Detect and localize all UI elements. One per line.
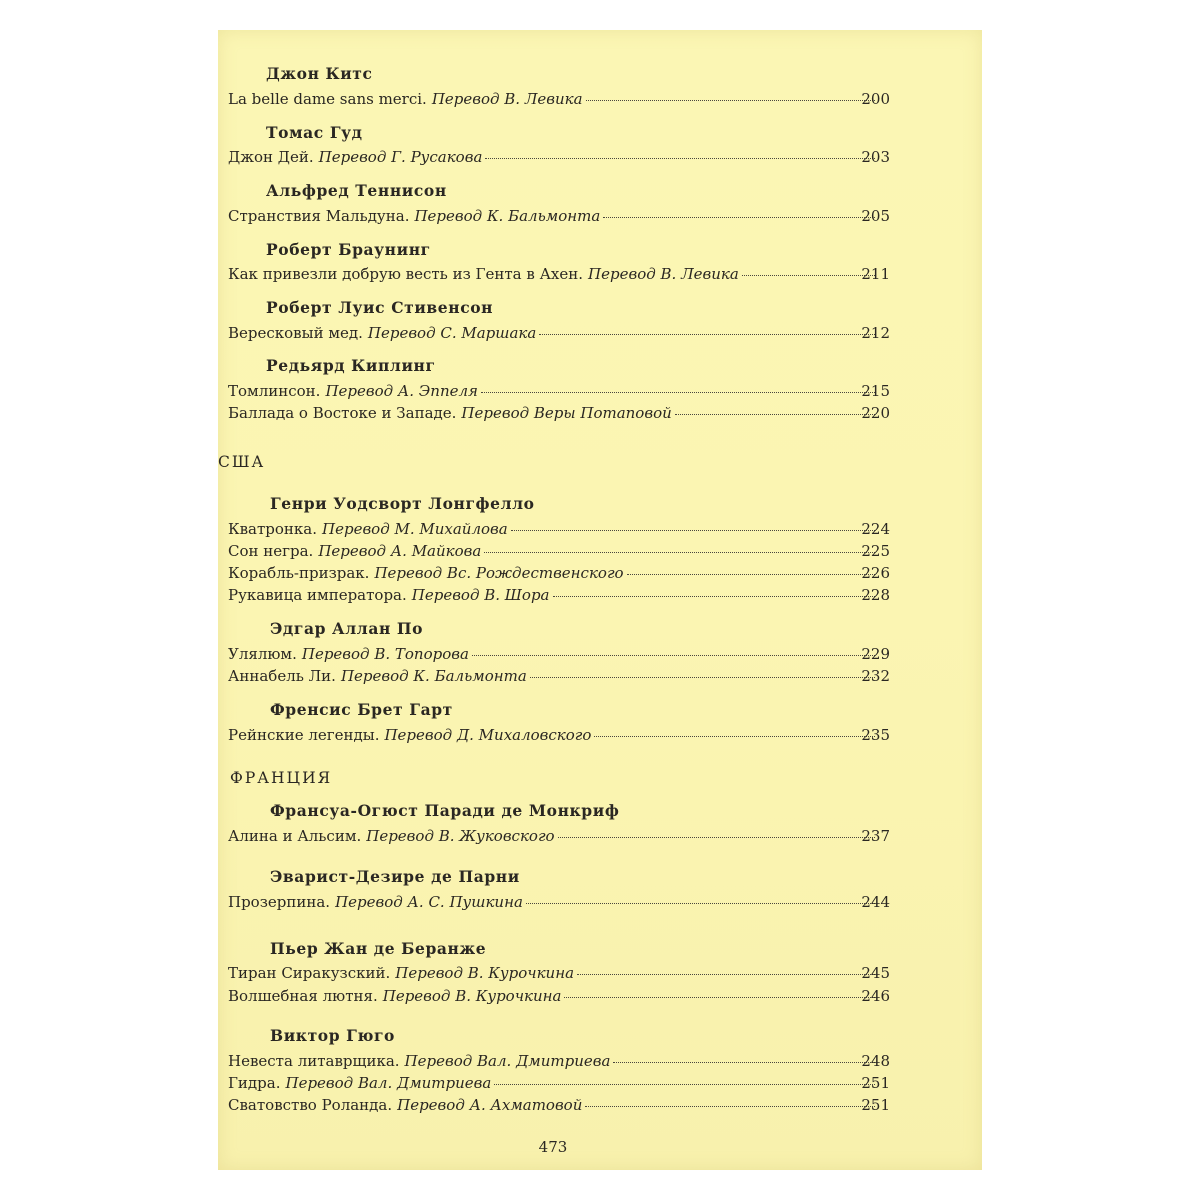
author-heading: Томас Гуд (266, 123, 363, 142)
toc-entry (228, 207, 890, 225)
toc-entry (228, 827, 890, 845)
author-heading: Френсис Брет Гарт (270, 700, 453, 719)
toc-entry (228, 1096, 890, 1114)
entry-page: 228 (861, 586, 890, 604)
toc-entry (228, 148, 890, 166)
toc-entry (228, 542, 890, 560)
toc-entry (228, 520, 890, 538)
entry-title: Сватовство Роланда. (228, 1096, 393, 1114)
entry-page: 212 (861, 324, 890, 342)
dot-leader (539, 334, 875, 335)
entry-title: Кватронка. (228, 520, 318, 538)
entry-translator: Перевод В. Жуковского (366, 827, 555, 845)
entry-title: Улялюм. (228, 645, 297, 663)
author-heading: Роберт Браунинг (266, 240, 431, 259)
page-number: 473 (538, 1138, 568, 1156)
entry-translator: Перевод В. Курочкина (382, 987, 562, 1005)
dot-leader (564, 997, 875, 998)
author-heading: Генри Уодсворт Лонгфелло (270, 494, 535, 513)
entry-translator: Перевод А. Ахматовой (397, 1096, 583, 1114)
author-heading: Редьярд Киплинг (266, 356, 436, 375)
entry-title: Прозерпина. (228, 893, 331, 911)
entry-translator: Перевод А. С. Пушкина (335, 893, 523, 911)
entry-page: 245 (861, 964, 890, 982)
entry-page: 203 (861, 148, 890, 166)
toc-entry (228, 564, 890, 582)
dot-leader (577, 974, 875, 975)
dot-leader (484, 552, 875, 553)
entry-page: 235 (861, 726, 890, 744)
entry-title: Невеста литаврщика. (228, 1052, 400, 1070)
entry-page: 200 (861, 90, 890, 108)
author-heading: Франсуа-Огюст Паради де Монкриф (270, 801, 620, 820)
section-heading-usa: США (218, 453, 266, 471)
entry-title: Алина и Альсим. (228, 827, 362, 845)
dot-leader (472, 655, 875, 656)
toc-entry (228, 987, 890, 1005)
author-heading: Джон Китс (266, 64, 373, 83)
toc-entry (228, 586, 890, 604)
toc-entry (228, 1052, 890, 1070)
entry-translator: Перевод А. Эппеля (325, 382, 478, 400)
toc-entry (228, 1074, 890, 1092)
entry-title: Как привезли добрую весть из Гента в Ахен. (228, 265, 584, 283)
entry-translator: Перевод В. Левика (588, 265, 739, 283)
dot-leader (494, 1084, 875, 1085)
entry-page: 251 (861, 1074, 890, 1092)
entry-title: Джон Дей. (228, 148, 314, 166)
entry-translator: Перевод Г. Русакова (318, 148, 483, 166)
entry-translator: Перевод Вал. Дмитриева (285, 1074, 492, 1092)
dot-leader (485, 158, 875, 159)
entry-title: Гидра. (228, 1074, 281, 1092)
toc-entry (228, 667, 890, 685)
entry-title: Аннабель Ли. (228, 667, 336, 685)
entry-page: 225 (861, 542, 890, 560)
dot-leader (594, 736, 875, 737)
entry-page: 244 (861, 893, 890, 911)
entry-title: La belle dame sans merci. (228, 90, 427, 108)
dot-leader (585, 1106, 875, 1107)
entry-title: Рукавица императора. (228, 586, 407, 604)
entry-page: 215 (861, 382, 890, 400)
toc-entry (228, 382, 890, 400)
entry-translator: Перевод В. Левика (431, 90, 583, 108)
entry-translator: Перевод В. Топорова (301, 645, 469, 663)
entry-translator: Перевод Веры Потаповой (461, 404, 672, 422)
dot-leader (481, 392, 875, 393)
entry-title: Странствия Мальдуна. (228, 207, 410, 225)
entry-translator: Перевод Д. Михаловского (384, 726, 592, 744)
dot-leader (627, 574, 875, 575)
entry-page: 229 (861, 645, 890, 663)
entry-translator: Перевод Вал. Дмитриева (404, 1052, 611, 1070)
dot-leader (558, 837, 875, 838)
toc-entry (228, 404, 890, 422)
dot-leader (530, 677, 875, 678)
entry-page: 205 (861, 207, 890, 225)
toc-entry (228, 726, 890, 744)
author-heading: Эварист-Дезире де Парни (270, 867, 520, 886)
dot-leader (553, 596, 876, 597)
dot-leader (586, 100, 875, 101)
entry-translator: Перевод К. Бальмонта (414, 207, 601, 225)
entry-page: 226 (861, 564, 890, 582)
entry-translator: Перевод С. Маршака (367, 324, 537, 342)
entry-page: 251 (861, 1096, 890, 1114)
entry-page: 248 (861, 1052, 890, 1070)
dot-leader (603, 217, 875, 218)
toc-entry (228, 645, 890, 663)
toc-entry (228, 90, 890, 108)
book-page (218, 30, 982, 1170)
entry-title: Корабль-призрак. (228, 564, 370, 582)
entry-title: Сон негра. (228, 542, 314, 560)
author-heading: Эдгар Аллан По (270, 619, 424, 638)
entry-translator: Перевод В. Шора (411, 586, 550, 604)
entry-page: 220 (861, 404, 890, 422)
entry-translator: Перевод М. Михайлова (322, 520, 508, 538)
author-heading: Роберт Луис Стивенсон (266, 298, 494, 317)
entry-title: Рейнские легенды. (228, 726, 380, 744)
section-heading-france: ФРАНЦИЯ (230, 769, 333, 787)
author-heading: Виктор Гюго (270, 1026, 395, 1045)
dot-leader (511, 530, 875, 531)
entry-title: Томлинсон. (228, 382, 321, 400)
entry-page: 232 (861, 667, 890, 685)
entry-title: Тиран Сиракузский. (228, 964, 391, 982)
author-heading: Пьер Жан де Беранже (270, 939, 487, 958)
entry-title: Волшебная лютня. (228, 987, 378, 1005)
entry-title: Баллада о Востоке и Западе. (228, 404, 457, 422)
author-heading: Альфред Теннисон (266, 181, 447, 200)
toc-entry (228, 324, 890, 342)
entry-page: 211 (861, 265, 890, 283)
entry-page: 224 (861, 520, 890, 538)
dot-leader (675, 414, 875, 415)
entry-translator: Перевод Вс. Рождественского (374, 564, 624, 582)
dot-leader (526, 903, 875, 904)
dot-leader (613, 1062, 875, 1063)
toc-entry (228, 265, 890, 283)
toc-entry (228, 893, 890, 911)
entry-translator: Перевод К. Бальмонта (340, 667, 527, 685)
entry-title: Вересковый мед. (228, 324, 363, 342)
entry-translator: Перевод А. Майкова (318, 542, 482, 560)
toc-entry (228, 964, 890, 982)
entry-page: 237 (861, 827, 890, 845)
entry-translator: Перевод В. Курочкина (395, 964, 575, 982)
entry-page: 246 (861, 987, 890, 1005)
